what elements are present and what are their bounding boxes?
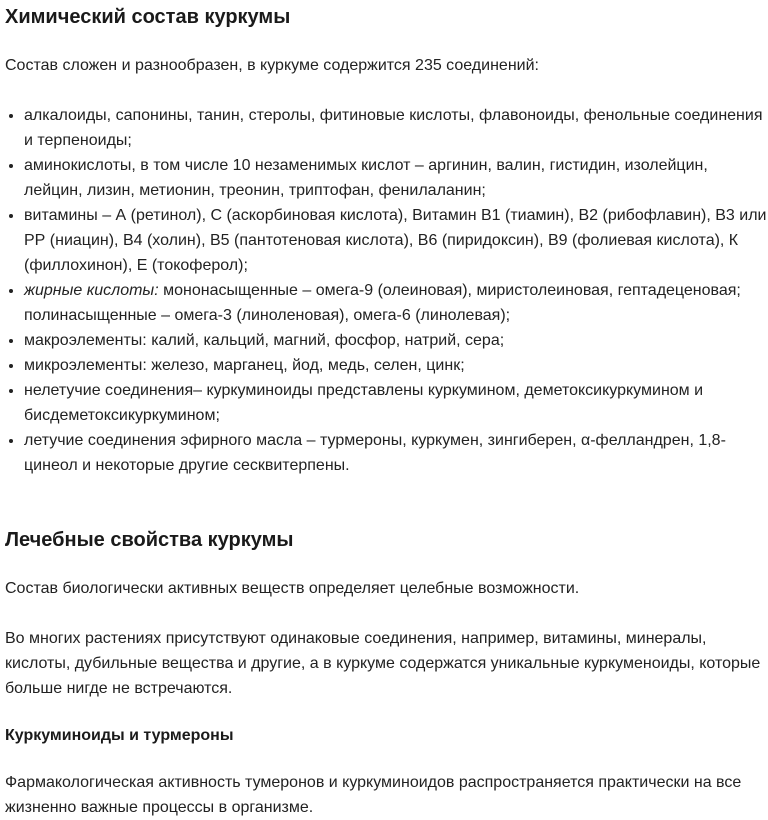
list-item-text: мононасыщенные – омега-9 (олеиновая), миристолеиновая, гептадеценовая; полинасыщенные – омега-3 (линоленовая), омега-6 (линолевая); [24,282,741,324]
list-item [24,103,768,153]
healing-paragraph-1: Состав биологически активных веществ определяет целебные возможности. [5,580,580,597]
list-item [24,278,768,328]
list-item-text: нелетучие соединения– куркуминоиды представлены куркумином, деметоксикуркумином и бисдеметоксикуркумином; [24,382,704,424]
list-item-lead: жирные кислоты: [24,282,159,299]
section-heading-healing: Лечебные свойства куркумы [5,529,294,551]
subheading-curcuminoids: Куркуминоиды и турмероны [5,727,234,744]
list-item-text: макроэлементы: калий, кальций, магний, фосфор, натрий, сера; [24,332,505,349]
list-item-text: летучие соединения эфирного масла – турмероны, куркумен, зингиберен, α-фелландрен, 1,8-цинеол и некоторые другие сесквитерпены. [24,432,726,474]
curcuminoids-paragraph: Фармакологическая активность тумеронов и куркуминоидов распространяется практически на все жизненно важные процессы в организме. [5,774,742,816]
list-item-text: витамины – А (ретинол), С (аскорбиновая кислота), Витамин В1 (тиамин), В2 (рибофлавин), В3 или РР (ниацин), В4 (холин), В5 (пантотеновая кислота), В6 (пиридоксин), В9 (фолиевая кислота), К (филлохинон), Е (токоферол); [24,207,767,274]
list-item-text: алкалоиды, сапонины, танин, стеролы, фитиновые кислоты, флавоноиды, фенольные соединения и терпеноиды; [24,107,763,149]
list-item [24,428,768,478]
list-item [24,153,768,203]
list-item [24,378,768,428]
list-item-text: микроэлементы: железо, марганец, йод, медь, селен, цинк; [24,357,465,374]
composition-intro: Состав сложен и разнообразен, в куркуме содержится 235 соединений: [5,57,539,74]
section-heading-composition: Химический состав куркумы [5,6,291,28]
list-item [24,353,768,378]
list-item [24,203,768,278]
composition-list [5,103,768,478]
list-item-text: аминокислоты, в том числе 10 незаменимых кислот – аргинин, валин, гистидин, изолейцин, лейцин, лизин, метионин, треонин, триптофан, фенилаланин; [24,157,708,199]
list-item [24,328,768,353]
healing-paragraph-2: Во многих растениях присутствуют одинаковые соединения, например, витамины, минералы, кислоты, дубильные вещества и другие, а в куркуме содержатся уникальные куркуменоиды, которые больше нигде не встречаются. [5,630,761,697]
